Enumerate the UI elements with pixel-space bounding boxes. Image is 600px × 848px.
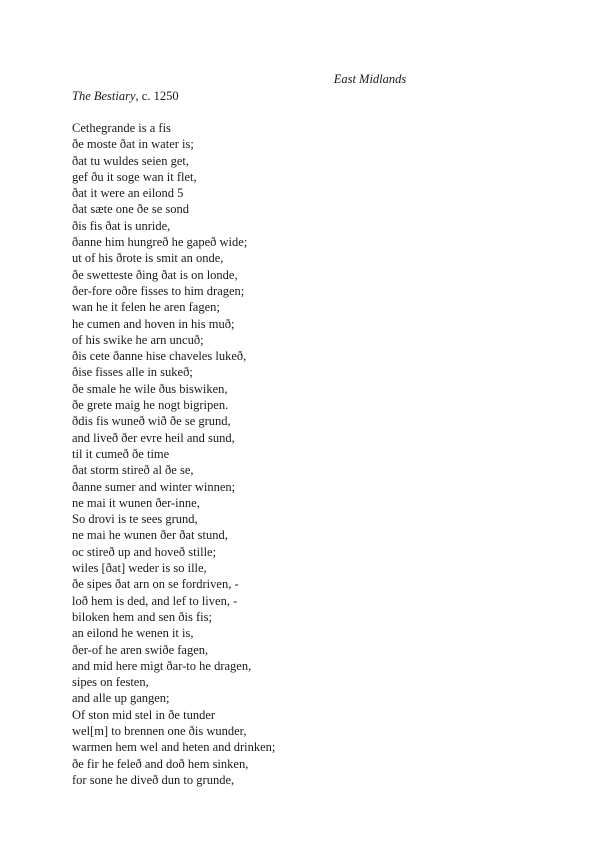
poem-line: ðis fis ðat is unride,	[72, 218, 171, 233]
poem-line: ne mai he wunen ðer ðat stund,	[72, 528, 228, 543]
poem-line: ðer-fore oðre fisses to him dragen;	[72, 283, 245, 298]
poem-line: ðat storm stireð al ðe se,	[72, 463, 194, 478]
poem-line: ðdis fis wuneð wið ðe se grund,	[72, 414, 231, 429]
poem-line: and liveð ðer evre heil and sund,	[72, 430, 235, 445]
source-citation	[72, 88, 528, 105]
poem-line: he cumen and hoven in his muð;	[72, 316, 235, 331]
poem-line: ðe fir he feleð and doð hem sinken,	[72, 756, 249, 771]
poem-line: biloken hem and sen ðis fis;	[72, 609, 212, 624]
poem-line: Of ston mid stel in ðe tunder	[72, 707, 216, 722]
poem-line: ðanne him hungreð he gapeð wide;	[72, 235, 248, 250]
poem-line: ne mai it wunen ðer-inne,	[72, 495, 200, 510]
poem-line: warmen hem wel and heten and drinken;	[72, 740, 276, 755]
poem-line: of his swike he arn uncuð;	[72, 332, 204, 347]
poem-line: So drovi is te sees grund,	[72, 512, 198, 527]
poem-line: an eilond he wenen it is,	[72, 626, 194, 641]
poem-line: oc stireð up and hoveð stille;	[72, 544, 217, 559]
poem-line: wiles [ðat] weder is so ille,	[72, 561, 207, 576]
poem-line: ðise fisses alle in sukeð;	[72, 365, 193, 380]
poem-text	[72, 120, 275, 788]
poem-line: ut of his ðrote is smit an onde,	[72, 251, 224, 266]
poem-line: loð hem is ded, and lef to liven, -	[72, 593, 238, 608]
poem-line: ðis cete ðanne hise chaveles lukeð,	[72, 349, 247, 364]
document-header	[72, 71, 528, 105]
poem-line: and mid here migt ðar-to he dragen,	[72, 658, 252, 673]
source-date: , c. 1250	[135, 89, 179, 103]
poem-line: ðe sipes ðat arn on se fordriven, -	[72, 577, 239, 592]
poem-line: ðer-of he aren swiðe fagen,	[72, 642, 209, 657]
poem-line: ðat sæte one ðe se sond	[72, 202, 189, 217]
poem-line: Cethegrande is a fis	[72, 121, 171, 135]
poem-line: til it cumeð ðe time	[72, 446, 170, 461]
poem-line: ðe grete maig he nogt bigripen.	[72, 398, 229, 413]
poem-line: ðe swetteste ðing ðat is on londe,	[72, 267, 238, 282]
poem-line: sipes on festen,	[72, 675, 149, 690]
poem-line: for sone he diveð dun to grunde,	[72, 772, 235, 787]
poem-line: wel[m] to brennen one ðis wunder,	[72, 723, 247, 738]
source-work-title: The Bestiary	[72, 89, 136, 103]
running-head: East Midlands	[333, 72, 407, 86]
poem-line: ðanne sumer and winter winnen;	[72, 479, 236, 494]
poem-line: ðat tu wuldes seien get,	[72, 153, 189, 168]
poem-line: ðe moste ðat in water is;	[72, 137, 194, 152]
poem-line: gef ðu it soge wan it flet,	[72, 169, 197, 184]
poem-line: wan he it felen he aren fagen;	[72, 300, 220, 315]
poem-line: ðat it were an eilond 5	[72, 186, 184, 201]
poem-line: ðe smale he wile ðus biswiken,	[72, 381, 228, 396]
poem-line: and alle up gangen;	[72, 691, 170, 706]
